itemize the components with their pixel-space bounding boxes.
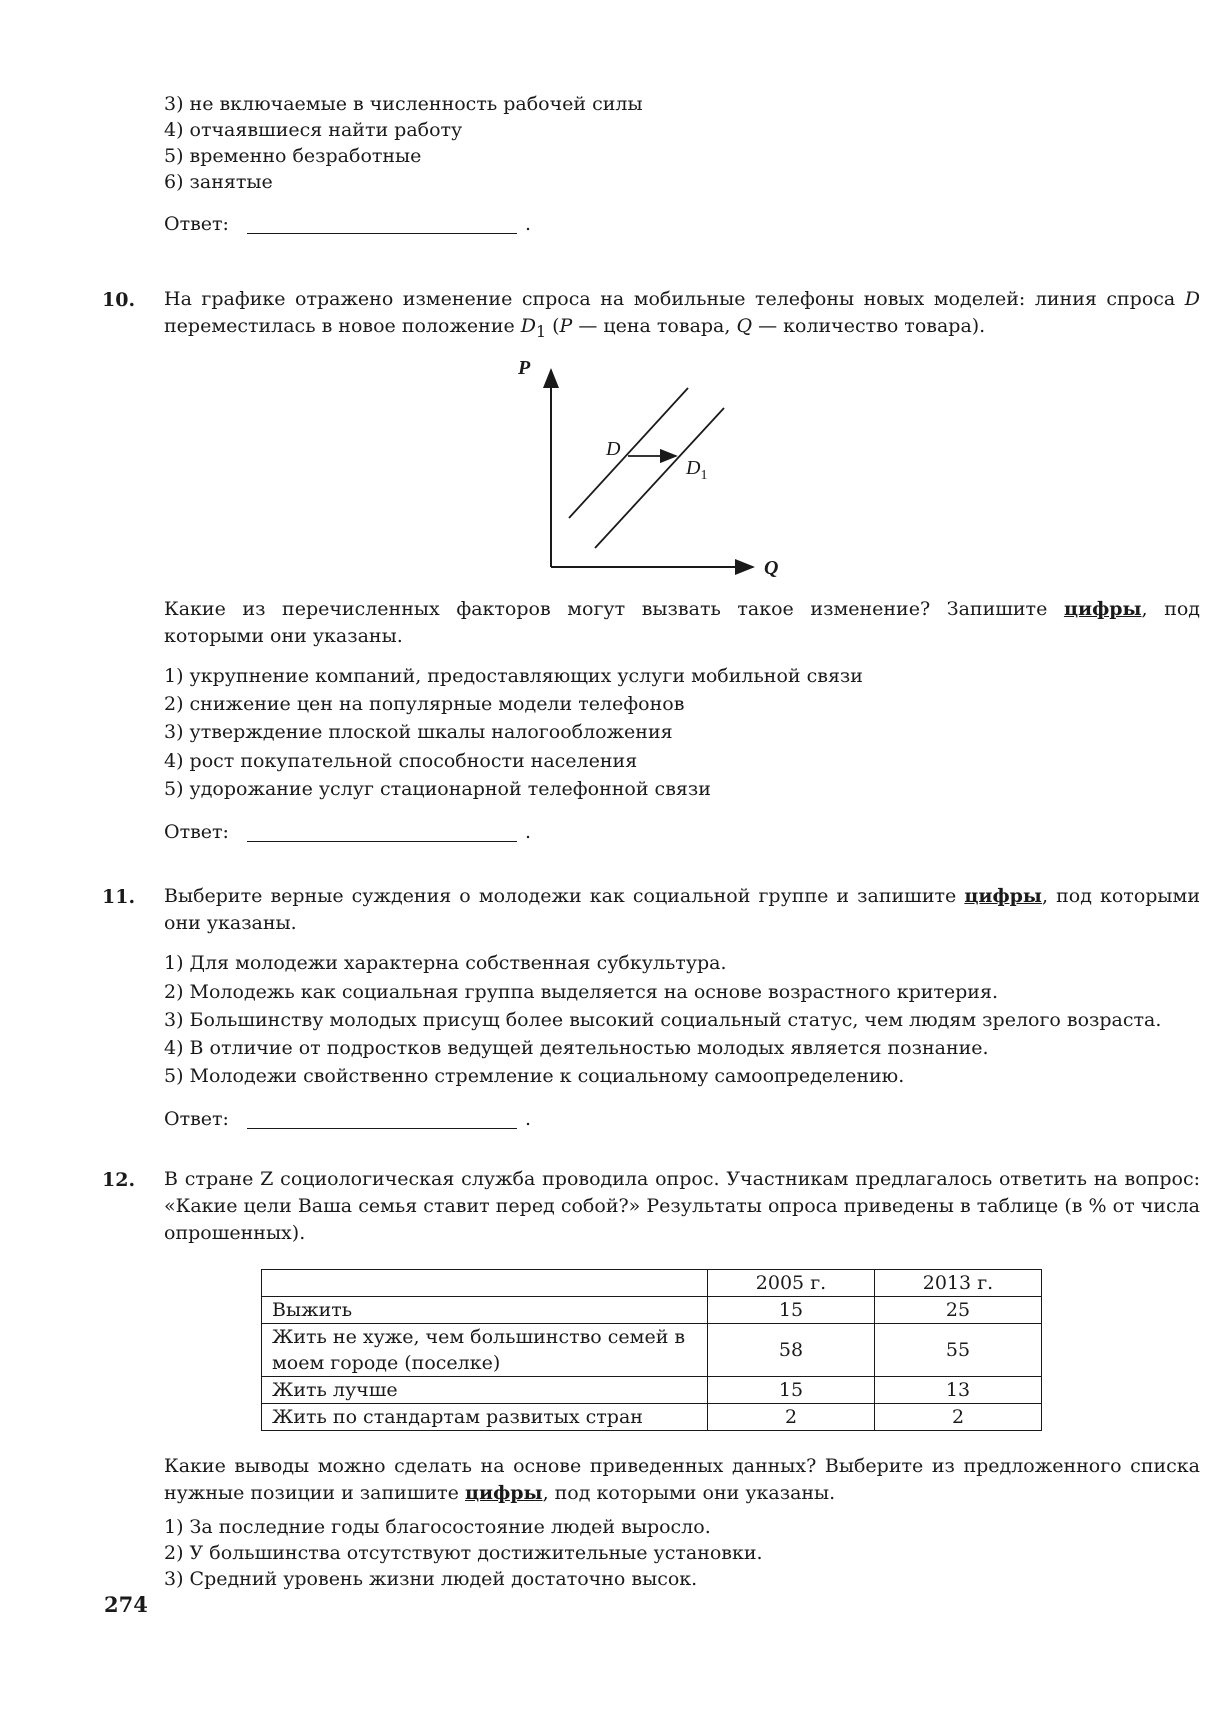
answer-label: Ответ: [164,213,229,235]
table-header-2005: 2005 г. [708,1270,875,1297]
label-d1-subscript: 1 [700,468,708,483]
table-header-2013: 2013 г. [875,1270,1042,1297]
demand-line-d [569,388,688,518]
q10-option-1: 1) укрупнение компаний, предоставляющих услуги мобильной связи [164,665,863,687]
table-cell-2013: 55 [875,1324,1042,1377]
table-cell-goal: Жить лучше [262,1377,708,1404]
survey-table [261,1269,1042,1431]
table-row [262,1297,1042,1324]
q11-option-3: 3) Большинству молодых присущ более высокий социальный статус, чем людям зрелого возраста. [164,1009,1162,1031]
q-axis-label: Q [764,557,779,579]
table-cell-2005: 58 [708,1324,875,1377]
q12-option-2: 2) У большинства отсутствуют достижительные установки. [164,1542,763,1564]
q11-option-5: 5) Молодежи свойственно стремление к социальному самоопределению. [164,1065,905,1087]
table-cell-2005: 15 [708,1377,875,1404]
answer-label: Ответ: [164,821,229,843]
table-cell-2013: 25 [875,1297,1042,1324]
question-number-11: 11. [102,886,136,908]
q11-option-2: 2) Молодежь как социальная группа выделяется на основе возрастного критерия. [164,981,998,1003]
table-cell-goal: Жить не хуже, чем большинство семей в моем городе (поселке) [262,1324,708,1377]
table-row [262,1324,1042,1377]
question-12-prompt: Какие выводы можно сделать на основе приведенных данных? Выберите из предложенного списка нужные позиции и запишите цифры, под которыми они указаны. [164,1455,1200,1504]
q11-option-4: 4) В отличие от подростков ведущей деятельностью молодых является познание. [164,1037,989,1059]
prev-option-6: 6) занятые [164,171,273,193]
table-cell-2005: 2 [708,1404,875,1431]
page-number: 274 [104,1592,148,1617]
prev-option-5: 5) временно безработные [164,145,422,167]
q10-answer-field: Ответ: . [164,821,531,843]
table-cell-2013: 2 [875,1404,1042,1431]
question-10-prompt: Какие из перечисленных факторов могут вызвать такое изменение? Запишите цифры, под которыми они указаны. [164,598,1200,647]
table-cell-2013: 13 [875,1377,1042,1404]
table-cell-goal: Выжить [262,1297,708,1324]
q10-option-4: 4) рост покупательной способности населения [164,750,638,772]
label-d: D [606,438,621,460]
prev-answer-field: Ответ: . [164,213,531,235]
q10-option-2: 2) снижение цен на популярные модели телефонов [164,693,685,715]
answer-blank[interactable] [247,233,517,234]
table-cell-2005: 15 [708,1297,875,1324]
label-d1 [685,457,707,483]
q11-option-1: 1) Для молодежи характерна собственная субкультура. [164,952,727,974]
q10-option-3: 3) утверждение плоской шкалы налогообложения [164,721,673,743]
table-cell-goal: Жить по стандартам развитых стран [262,1404,708,1431]
table-row [262,1377,1042,1404]
label-d1-letter: D [686,457,701,479]
question-number-12: 12. [102,1169,136,1191]
answer-blank[interactable] [247,841,517,842]
table-header-row [262,1270,1042,1297]
question-10-text: На графике отражено изменение спроса на мобильные телефоны новых моделей: линия спроса D переместилась в новое положение $D_1$ (P — цена товара, Q — количество товара). [164,288,1200,341]
demand-shift-chart [510,352,800,582]
q11-answer-field: Ответ: . [164,1108,531,1130]
answer-blank[interactable] [247,1128,517,1129]
answer-label: Ответ: [164,1108,229,1130]
table-row [262,1404,1042,1431]
q12-option-3: 3) Средний уровень жизни людей достаточно высок. [164,1568,698,1590]
table-header-blank [262,1270,708,1297]
p-axis-label: P [518,357,531,379]
question-number-10: 10. [102,289,136,311]
prev-option-4: 4) отчаявшиеся найти работу [164,119,463,141]
q10-option-5: 5) удорожание услуг стационарной телефонной связи [164,778,711,800]
prev-option-3: 3) не включаемые в численность рабочей силы [164,93,643,115]
question-11-text: Выберите верные суждения о молодежи как социальной группе и запишите цифры, под которыми они указаны. [164,885,1200,934]
q12-option-1: 1) За последние годы благосостояние людей выросло. [164,1516,711,1538]
question-12-text: В стране Z социологическая служба проводила опрос. Участникам предлагалось ответить на вопрос: «Какие цели Ваша семья ставит перед собой?» Результаты опроса приведены в таблице (в % от числа опрошенных). [164,1168,1200,1244]
